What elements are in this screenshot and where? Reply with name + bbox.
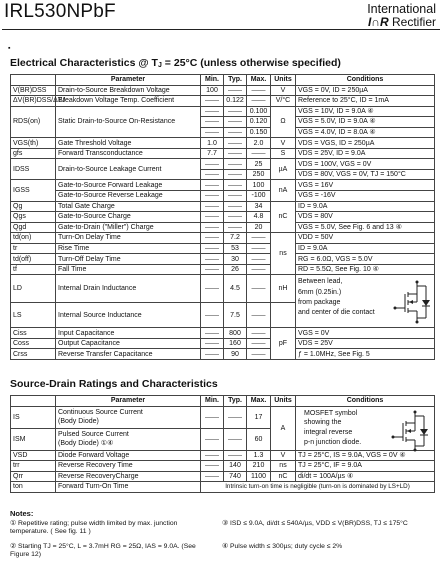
min-cell: —— (201, 191, 224, 202)
min-cell: —— (201, 264, 224, 275)
conditions-cell: VGS = 0V, ID = 250µA (296, 85, 435, 96)
header-min: Min. (201, 75, 224, 86)
typ-cell: 7.5 (224, 303, 247, 328)
mosfet-symbol-icon (392, 278, 432, 326)
unit-cell: Ω (271, 106, 296, 138)
min-cell: —— (201, 406, 224, 428)
typ-cell: —— (224, 159, 247, 170)
min-cell: —— (201, 243, 224, 254)
max-cell: —— (247, 275, 271, 303)
symbol-cell: trr (11, 461, 56, 472)
typ-cell: —— (224, 212, 247, 223)
typ-cell: —— (224, 222, 247, 233)
min-cell: —— (201, 254, 224, 265)
max-cell: 17 (247, 406, 271, 428)
note-2: ② Starting TJ = 25°C, L = 3.7mH RG = 25Ω, IAS = 9.0A. (See Figure 12) (10, 543, 196, 559)
max-cell: 20 (247, 222, 271, 233)
conditions-cell: VDS = 25V (296, 338, 435, 349)
min-cell: —— (201, 461, 224, 472)
max-cell: —— (247, 96, 271, 107)
parameter-cell: Fall Time (56, 264, 201, 275)
table-row (11, 148, 435, 159)
symbol-cell: VGS(th) (11, 138, 56, 149)
symbol-cell: RDS(on) (11, 106, 56, 138)
unit-cell: ns (271, 233, 296, 275)
typ-cell: 90 (224, 349, 247, 360)
parameter-cell: Forward Turn-On Time (56, 482, 201, 493)
electrical-heading (10, 57, 341, 69)
max-cell: -100 (247, 191, 271, 202)
table-row (11, 338, 435, 349)
typ-cell: —— (224, 106, 247, 117)
parameter-cell: Drain-to-Source Breakdown Voltage (56, 85, 201, 96)
unit-cell: V (271, 450, 296, 461)
unit-cell: nC (271, 471, 296, 482)
header-rule (2, 29, 440, 30)
max-cell: —— (247, 148, 271, 159)
typ-cell: —— (224, 180, 247, 191)
unit-cell: pF (271, 328, 296, 360)
table-row (11, 471, 435, 482)
table-row (11, 159, 435, 170)
min-cell: —— (201, 428, 224, 450)
parameter-line: (Body Diode) ①④ (58, 440, 114, 448)
parameter-cell: Input Capacitance (56, 328, 201, 339)
conditions-cell: VGS = -16V (296, 191, 435, 202)
header-min: Min. (201, 396, 224, 407)
symbol-cell: V(BR)DSS (11, 85, 56, 96)
table-row (11, 96, 435, 107)
electrical-title-rest: = 25°C (unless otherwise specified) (161, 57, 341, 69)
symbol-cell: Qg (11, 201, 56, 212)
table-row (11, 212, 435, 223)
max-cell: 60 (247, 428, 271, 450)
conditions-cell: VGS = 4.0V, ID = 8.0A ④ (296, 127, 435, 138)
table-row (11, 254, 435, 265)
ior-logo-icon: I∩R (367, 15, 389, 30)
conditions-cell: VDS = 80V, VGS = 0V, TJ = 150°C (296, 169, 435, 180)
max-cell: 0.100 (247, 106, 271, 117)
symbol-cell: tf (11, 264, 56, 275)
typ-cell: 160 (224, 338, 247, 349)
symbol-cell: Crss (11, 349, 56, 360)
table-row (11, 180, 435, 191)
symbol-cell: ton (11, 482, 56, 493)
unit-cell-blank (271, 303, 296, 328)
symbol-cell: VSD (11, 450, 56, 461)
max-cell: 2.0 (247, 138, 271, 149)
min-cell: —— (201, 159, 224, 170)
table-header-row (11, 396, 435, 407)
electrical-title: Electrical Characteristics @ T (10, 57, 158, 69)
brand-rectifier: Rectifier (391, 15, 436, 30)
min-cell: —— (201, 233, 224, 244)
conditions-line: p-n junction diode. (304, 438, 362, 446)
symbol-cell: td(on) (11, 233, 56, 244)
parameter-cell: Gate-to-Source Charge (56, 212, 201, 223)
parameter-cell: Turn-Off Delay Time (56, 254, 201, 265)
symbol-cell: gfs (11, 148, 56, 159)
table-row (11, 461, 435, 472)
unit-cell: S (271, 148, 296, 159)
parameter-cell: Turn-On Delay Time (56, 233, 201, 244)
parameter-cell: Total Gate Charge (56, 201, 201, 212)
conditions-line: 6mm (0.25in.) (298, 288, 342, 296)
typ-cell: —— (224, 117, 247, 128)
typ-cell: 30 (224, 254, 247, 265)
typ-cell: 740 (224, 471, 247, 482)
max-cell: 210 (247, 461, 271, 472)
parameter-cell: Internal Drain Inductance (56, 275, 201, 303)
header-typ: Typ. (224, 396, 247, 407)
typ-cell: 0.122 (224, 96, 247, 107)
source-drain-heading: Source-Drain Ratings and Characteristics (10, 378, 218, 390)
symbol-cell: ΔV(BR)DSS/ΔTJ (11, 96, 56, 107)
header-max: Max. (247, 396, 271, 407)
conditions-cell: VDD = 50V (296, 233, 435, 244)
brand-line2 (367, 16, 436, 29)
table-row (11, 243, 435, 254)
typ-cell: —— (224, 406, 247, 428)
unit-cell: V/°C (271, 96, 296, 107)
table-row (11, 222, 435, 233)
header-max: Max. (247, 75, 271, 86)
header-symbol (11, 75, 56, 86)
max-cell: 1.3 (247, 450, 271, 461)
table-row (11, 482, 435, 493)
typ-cell: —— (224, 127, 247, 138)
conditions-cell: Intrinsic turn-on time is negligible (turn-on is dominated by LS+LD) (201, 482, 435, 493)
typ-cell: 800 (224, 328, 247, 339)
max-cell: —— (247, 264, 271, 275)
header-units: Units (271, 75, 296, 86)
parameter-cell: Output Capacitance (56, 338, 201, 349)
max-cell: —— (247, 233, 271, 244)
note-3: ③ ISD ≤ 9.0A, di/dt ≤ 540A/µs, VDD ≤ V(BR)DSS, TJ ≤ 175°C (222, 520, 408, 527)
max-cell: 0.150 (247, 127, 271, 138)
parameter-cell: Gate-to-Source Reverse Leakage (56, 191, 201, 202)
parameter-line: (Body Diode) (58, 418, 99, 426)
table-row (11, 275, 435, 303)
typ-cell: 140 (224, 461, 247, 472)
conditions-cell: ƒ = 1.0MHz, See Fig. 5 (296, 349, 435, 360)
symbol-cell: ISM (11, 428, 56, 450)
symbol-cell: Qrr (11, 471, 56, 482)
note-4: ④ Pulse width ≤ 300µs; duty cycle ≤ 2% (222, 543, 343, 550)
min-cell: —— (201, 180, 224, 191)
conditions-cell: Reference to 25°C, ID = 1mA (296, 96, 435, 107)
table-row (11, 406, 435, 428)
symbol-cell: td(off) (11, 254, 56, 265)
max-cell: 4.8 (247, 212, 271, 223)
conditions-cell: RG = 6.0Ω, VGS = 5.0V (296, 254, 435, 265)
unit-cell: V (271, 138, 296, 149)
conditions-cell: VDS = 100V, VGS = 0V (296, 159, 435, 170)
typ-cell: 53 (224, 243, 247, 254)
symbol-cell: tr (11, 243, 56, 254)
max-cell: 1100 (247, 471, 271, 482)
parameter-line: Pulsed Source Current (58, 430, 129, 438)
typ-cell: 4.5 (224, 275, 247, 303)
parameter-cell (56, 428, 201, 450)
conditions-line: Between lead, (298, 278, 343, 286)
max-cell: 250 (247, 169, 271, 180)
body-diode-conditions-cell (296, 406, 435, 450)
min-cell: —— (201, 349, 224, 360)
table-header-row (11, 75, 435, 86)
parameter-cell: Gate Threshold Voltage (56, 138, 201, 149)
max-cell: —— (247, 303, 271, 328)
conditions-cell: VGS = 5.0V, See Fig. 6 and 13 ④ (296, 222, 435, 233)
typ-cell: 26 (224, 264, 247, 275)
conditions-cell: VGS = 16V (296, 180, 435, 191)
max-cell: —— (247, 254, 271, 265)
parameter-cell: Internal Source Inductance (56, 303, 201, 328)
min-cell: —— (201, 328, 224, 339)
brand-logo (367, 3, 436, 29)
symbol-cell: Coss (11, 338, 56, 349)
conditions-cell: VDS = 25V, ID = 9.0A (296, 148, 435, 159)
max-cell: 34 (247, 201, 271, 212)
unit-cell: ns (271, 461, 296, 472)
header-parameter: Parameter (56, 396, 201, 407)
table-row (11, 328, 435, 339)
table-row (11, 349, 435, 360)
parameter-cell: Reverse RecoveryCharge (56, 471, 201, 482)
parameter-cell: Reverse Transfer Capacitance (56, 349, 201, 360)
parameter-line: Continuous Source Current (58, 408, 143, 416)
max-cell: —— (247, 85, 271, 96)
min-cell: —— (201, 96, 224, 107)
typ-cell: —— (224, 169, 247, 180)
unit-cell: nH (271, 275, 296, 303)
dot-mark: ▪ (8, 45, 11, 52)
symbol-cell: IDSS (11, 159, 56, 180)
table-row (11, 106, 435, 117)
note-1: ① Repetitive rating; pulse width limited by max. junction temperature. ( See fig. 11 ) (10, 520, 178, 536)
part-number: IRL530NPbF (4, 1, 116, 22)
conditions-cell: ID = 9.0A (296, 243, 435, 254)
min-cell: —— (201, 450, 224, 461)
mosfet-symbol-icon (390, 409, 430, 453)
parameter-cell (56, 406, 201, 428)
parameter-cell: Gate-to-Source Forward Leakage (56, 180, 201, 191)
parameter-cell: Rise Time (56, 243, 201, 254)
unit-cell: V (271, 85, 296, 96)
source-drain-table (10, 395, 435, 493)
conditions-cell: VDS = VGS, ID = 250µA (296, 138, 435, 149)
table-row (11, 85, 435, 96)
symbol-cell: Qgs (11, 212, 56, 223)
conditions-cell: TJ = 25°C, IS = 9.0A, VGS = 0V ④ (296, 450, 435, 461)
header-parameter: Parameter (56, 75, 201, 86)
conditions-line: MOSFET symbol (304, 409, 358, 417)
min-cell: —— (201, 106, 224, 117)
min-cell: —— (201, 303, 224, 328)
typ-cell: —— (224, 450, 247, 461)
header-conditions: Conditions (296, 396, 435, 407)
table-row (11, 201, 435, 212)
table-row (11, 191, 435, 202)
min-cell: —— (201, 275, 224, 303)
symbol-cell: Ciss (11, 328, 56, 339)
table-row (11, 138, 435, 149)
conditions-cell: VGS = 10V, ID = 9.0A ④ (296, 106, 435, 117)
conditions-line: showing the (304, 419, 342, 427)
min-cell: —— (201, 201, 224, 212)
symbol-cell: LD (11, 275, 56, 303)
min-cell: —— (201, 471, 224, 482)
typ-cell: —— (224, 148, 247, 159)
conditions-cell: VDS = 80V (296, 212, 435, 223)
inductance-conditions-cell (296, 275, 435, 328)
typ-cell: —— (224, 428, 247, 450)
conditions-cell: ID = 9.0A (296, 201, 435, 212)
min-cell: —— (201, 117, 224, 128)
unit-cell: nC (271, 201, 296, 233)
typ-cell: 7.2 (224, 233, 247, 244)
max-cell: 25 (247, 159, 271, 170)
unit-cell: A (271, 406, 296, 450)
typ-cell: —— (224, 201, 247, 212)
min-cell: —— (201, 222, 224, 233)
conditions-cell: VGS = 0V (296, 328, 435, 339)
max-cell: —— (247, 328, 271, 339)
header-units: Units (271, 396, 296, 407)
header-typ: Typ. (224, 75, 247, 86)
min-cell: 7.7 (201, 148, 224, 159)
min-cell: —— (201, 212, 224, 223)
unit-cell: µA (271, 159, 296, 180)
notes-title: Notes: (10, 509, 34, 518)
min-cell: —— (201, 338, 224, 349)
min-cell: —— (201, 127, 224, 138)
symbol-cell: IGSS (11, 180, 56, 201)
min-cell: 100 (201, 85, 224, 96)
table-row (11, 264, 435, 275)
electrical-table (10, 74, 435, 360)
conditions-cell: VGS = 5.0V, ID = 9.0A ④ (296, 117, 435, 128)
min-cell: 1.0 (201, 138, 224, 149)
parameter-cell: Breakdown Voltage Temp. Coefficient (56, 96, 201, 107)
brand-line1: International (367, 2, 436, 16)
min-cell: —— (201, 169, 224, 180)
electrical-title-sub: J (157, 62, 162, 69)
unit-cell: nA (271, 180, 296, 201)
table-row (11, 450, 435, 461)
parameter-cell: Forward Transconductance (56, 148, 201, 159)
symbol-cell: Qgd (11, 222, 56, 233)
table-row (11, 233, 435, 244)
parameter-cell: Reverse Recovery Time (56, 461, 201, 472)
parameter-cell: Drain-to-Source Leakage Current (56, 159, 201, 180)
conditions-cell: TJ = 25°C, IF = 9.0A (296, 461, 435, 472)
header-conditions: Conditions (296, 75, 435, 86)
symbol-cell: LS (11, 303, 56, 328)
max-cell: 100 (247, 180, 271, 191)
conditions-line: integral reverse (304, 429, 353, 437)
max-cell: —— (247, 338, 271, 349)
typ-cell: —— (224, 138, 247, 149)
header-symbol (11, 396, 56, 407)
max-cell: 0.120 (247, 117, 271, 128)
symbol-cell: IS (11, 406, 56, 428)
typ-cell: —— (224, 191, 247, 202)
conditions-line: and center of die contact (298, 308, 375, 316)
conditions-line: from package (298, 298, 341, 306)
parameter-cell: Static Drain-to-Source On-Resistance (56, 106, 201, 138)
max-cell: —— (247, 243, 271, 254)
conditions-cell: di/dt = 100A/µs ④ (296, 471, 435, 482)
max-cell: —— (247, 349, 271, 360)
conditions-cell: RD = 5.5Ω, See Fig. 10 ④ (296, 264, 435, 275)
parameter-cell: Gate-to-Drain ("Miller") Charge (56, 222, 201, 233)
typ-cell: —— (224, 85, 247, 96)
parameter-cell: Diode Forward Voltage (56, 450, 201, 461)
